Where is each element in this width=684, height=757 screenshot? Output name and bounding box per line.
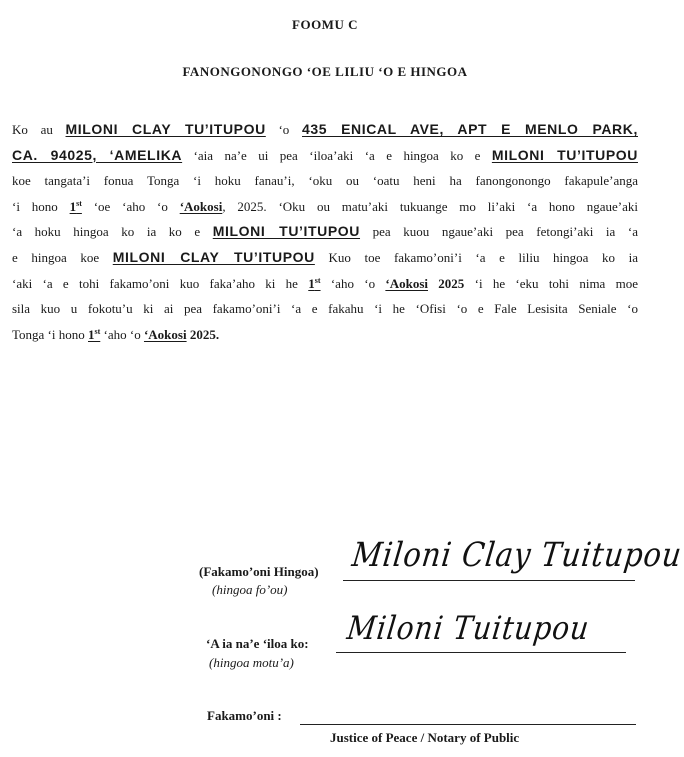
body-text: ‘i hono — [12, 198, 70, 214]
alias-name-repeat: MILONI TU’ITUPOU — [212, 223, 361, 240]
body-text: ‘oe ‘aho ‘o — [81, 198, 180, 214]
body-text: sila kuo u fokotu’u ki ai pea fakamo’oni’i ‘a e fakahu ‘i he ‘Ofisi ‘o e Fale Lesisita Seniale ‘o — [12, 301, 638, 317]
body-text: pea kuou ngaue’aki pea fetongi’aki ia ‘a — [360, 224, 638, 240]
body-text: Tonga ‘i hono — [12, 326, 88, 342]
body-line-5 — [12, 219, 638, 245]
alias-signature-sublabel: (hingoa motu’a) — [209, 655, 294, 670]
body-line-1 — [12, 117, 638, 143]
body-text: Kuo toe fakamo’oni’i ‘a e liliu hingoa ko ia — [314, 249, 639, 265]
alias-signature-line — [336, 652, 626, 653]
address-line-1: 435 ENICAL AVE, APT E MENLO PARK, — [302, 121, 638, 137]
day-of-month: 1st — [308, 275, 321, 291]
witness-signature-line[interactable] — [300, 724, 636, 725]
form-title: FANONGONONGO ‘OE LILIU ‘O E HINGOA — [182, 64, 468, 79]
body-text: e hingoa koe — [12, 249, 113, 265]
body-line-3 — [12, 168, 638, 194]
alias-signature-label: ‘A ia na’e ‘iloa ko: — [206, 636, 309, 651]
body-line-8 — [12, 296, 638, 322]
body-text: ‘aia na’e ui pea ‘iloa’aki ‘a e hingoa ko e — [182, 147, 492, 163]
new-name-signature-label: (Fakamo’oni Hingoa) — [199, 564, 319, 579]
body-line-2 — [12, 143, 638, 169]
body-text: , 2025. ‘Oku ou matu’aki tukuange mo li’aki ‘a hono ngaue’aki — [222, 198, 638, 214]
body-text: ‘aki ‘a e tohi fakamo’oni kuo faka’aho ki he — [12, 275, 309, 291]
month-name: ‘Aokosi — [385, 275, 428, 291]
form-id: FOOMU C — [292, 17, 358, 32]
body-text: ‘aho ‘o — [320, 275, 386, 291]
old-full-name: MILONI CLAY TU’ITUPOU — [65, 121, 266, 137]
notary-caption: Justice of Peace / Notary of Public — [330, 730, 520, 745]
address-line-2: CA. 94025, ‘AMELIKA — [12, 146, 183, 163]
month-name: ‘Aokosi — [143, 326, 187, 342]
new-name-signature-line — [343, 580, 635, 581]
declaration-body — [12, 117, 638, 347]
body-line-7 — [12, 271, 638, 297]
body-line-9 — [12, 322, 638, 348]
alias-name: MILONI TU’ITUPOU — [491, 146, 638, 163]
new-name-signature: Miloni Clay Tuitupou — [350, 534, 684, 574]
new-name-signature-sublabel: (hingoa fo’ou) — [212, 582, 288, 597]
body-text: ‘a hoku hingoa ko ia ko e — [12, 224, 213, 240]
body-line-4 — [12, 194, 638, 220]
year: 2025. — [186, 326, 220, 342]
body-text: Ko au — [12, 122, 66, 137]
year: 2025 — [428, 275, 465, 291]
month-name: ‘Aokosi — [179, 198, 223, 214]
day-of-month: 1st — [88, 326, 101, 342]
body-text: koe tangata’i fonua Tonga ‘i hoku fanau’i, ‘oku ou ‘oatu heni ha fanongonongo fakapule’anga — [12, 173, 638, 189]
new-full-name: MILONI CLAY TU’ITUPOU — [112, 248, 315, 265]
body-text: ‘o — [265, 122, 302, 137]
body-text: ‘aho ‘o — [100, 326, 144, 342]
witness-label: Fakamo’oni : — [207, 708, 282, 723]
alias-signature: Miloni Tuitupou — [345, 609, 592, 647]
body-line-6 — [12, 245, 638, 271]
day-of-month: 1st — [69, 198, 82, 214]
body-text: ‘i he ‘eku tohi nima moe — [464, 275, 639, 291]
